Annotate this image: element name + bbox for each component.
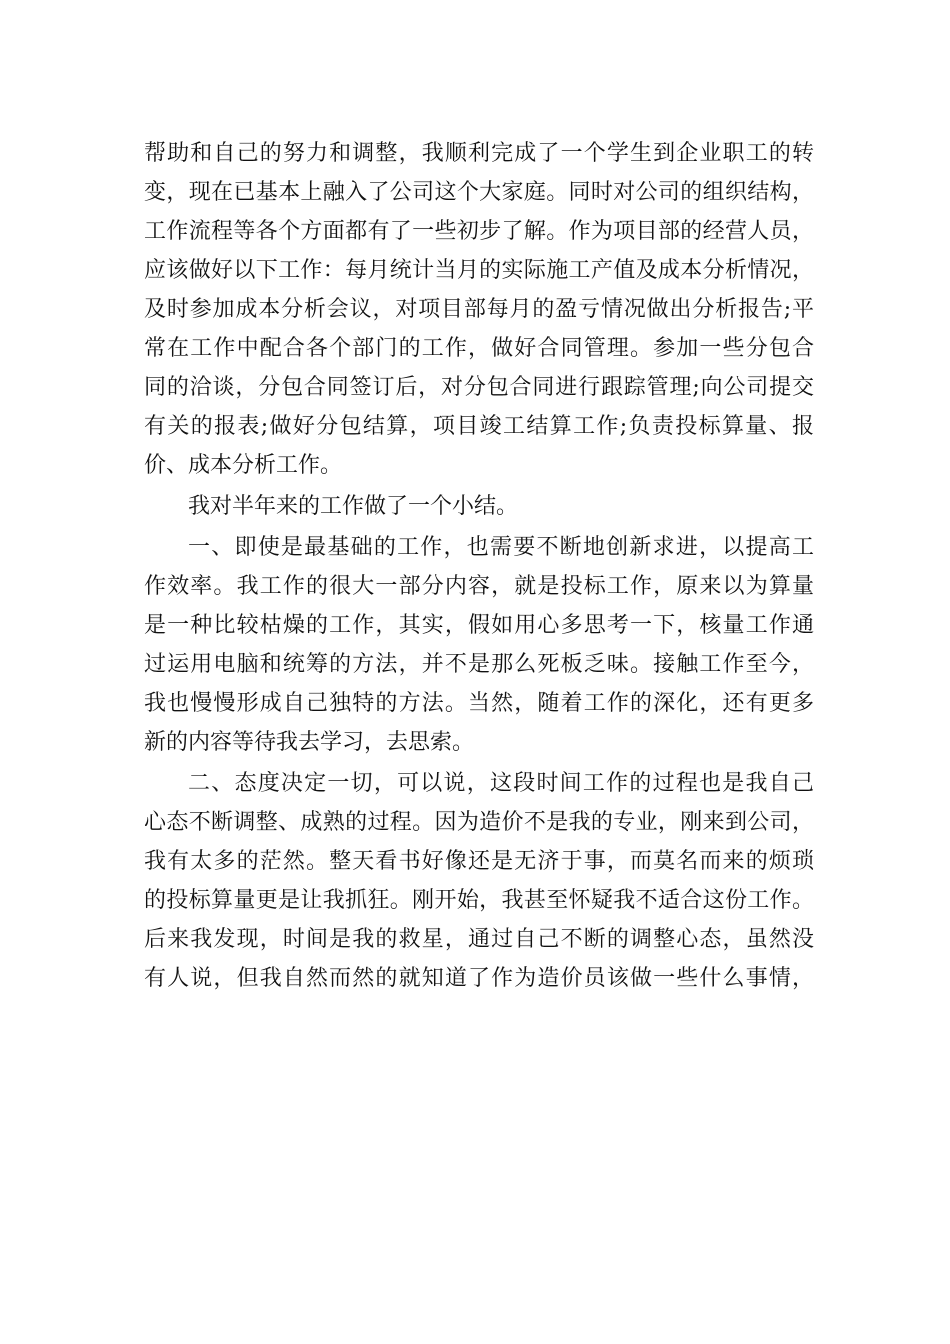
text-line: 工作流程等各个方面都有了一些初步了解。作为项目部的经营人员， (144, 219, 814, 244)
text-line: 变，现在已基本上融入了公司这个大家庭。同时对公司的组织结构， (144, 180, 814, 205)
paragraph-2 (144, 487, 814, 526)
text-line: 一、即使是最基础的工作，也需要不断地创新求进，以提高工 (188, 535, 814, 560)
paragraph-4 (144, 764, 814, 998)
text-line: 我对半年来的工作做了一个小结。 (188, 494, 519, 519)
text-line: 价、成本分析工作。 (144, 453, 343, 478)
document-body (144, 134, 814, 998)
text-line: 过运用电脑和统筹的方法，并不是那么死板乏味。接触工作至今， (144, 652, 814, 677)
text-line: 常在工作中配合各个部门的工作，做好合同管理。参加一些分包合 (144, 336, 814, 361)
text-line: 新的内容等待我去学习，去思索。 (144, 730, 475, 755)
text-line: 帮助和自己的努力和调整，我顺利完成了一个学生到企业职工的转 (144, 141, 814, 166)
paragraph-3 (144, 528, 814, 762)
text-line: 有关的报表;做好分包结算，项目竣工结算工作;负责投标算量、报 (144, 414, 814, 439)
text-line: 我有太多的茫然。整天看书好像还是无济于事，而莫名而来的烦琐 (144, 849, 814, 874)
paragraph-1 (144, 134, 814, 485)
text-line: 应该做好以下工作：每月统计当月的实际施工产值及成本分析情况， (144, 258, 814, 283)
text-line: 心态不断调整、成熟的过程。因为造价不是我的专业，刚来到公司， (144, 810, 814, 835)
text-line: 作效率。我工作的很大一部分内容，就是投标工作，原来以为算量 (144, 574, 814, 599)
text-line: 同的洽谈，分包合同签订后，对分包合同进行跟踪管理;向公司提交 (144, 375, 814, 400)
text-line: 二、态度决定一切，可以说，这段时间工作的过程也是我自己 (188, 771, 814, 796)
text-line: 有人说，但我自然而然的就知道了作为造价员该做一些什么事情， (144, 966, 814, 991)
text-line: 后来我发现，时间是我的救星，通过自己不断的调整心态，虽然没 (144, 927, 814, 952)
text-line: 是一种比较枯燥的工作，其实，假如用心多思考一下，核量工作通 (144, 613, 814, 638)
text-line: 及时参加成本分析会议，对项目部每月的盈亏情况做出分析报告;平 (144, 297, 814, 322)
text-line: 的投标算量更是让我抓狂。刚开始，我甚至怀疑我不适合这份工作。 (144, 888, 814, 913)
text-line: 我也慢慢形成自己独特的方法。当然，随着工作的深化，还有更多 (144, 691, 814, 716)
